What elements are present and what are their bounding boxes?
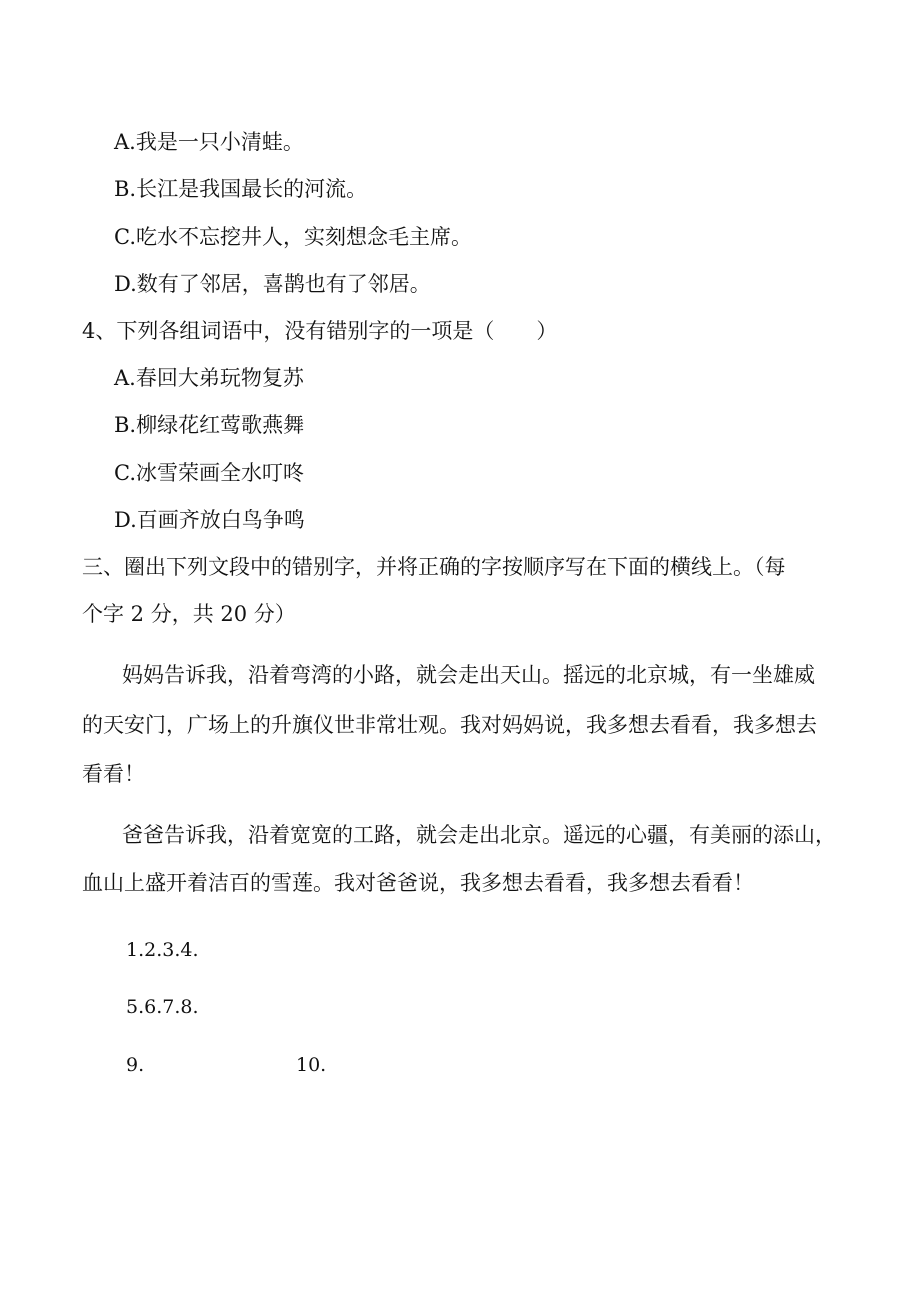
q3-option-a: A.我是一只小清蛙。 [114, 130, 304, 154]
passage-paragraph1-line1: 妈妈告诉我，沿着弯湾的小路，就会走出天山。摇远的北京城，有一坐雄威 [122, 663, 815, 687]
answer-blanks-1-4: 1.2.3.4. [126, 939, 199, 961]
passage-paragraph1-line3: 看看！ [82, 762, 145, 786]
passage-paragraph2-line1: 爸爸告诉我，沿着宽宽的工路，就会走出北京。遥远的心疆，有美丽的添山， [122, 823, 836, 847]
passage-paragraph2-line2: 血山上盛开着洁百的雪莲。我对爸爸说，我多想去看看，我多想去看看！ [82, 871, 754, 895]
answer-blank-10: 10. [296, 1054, 327, 1076]
passage-paragraph1-line2: 的天安门，广场上的升旗仪世非常壮观。我对妈妈说，我多想去看看，我多想去 [82, 713, 817, 737]
q4-option-c: C.冰雪荣画全水叮咚 [114, 461, 304, 485]
section3-heading-line2: 个字 2 分，共 20 分） [82, 602, 296, 626]
q3-option-d: D.数有了邻居，喜鹊也有了邻居。 [114, 272, 431, 296]
q3-option-b: B.长江是我国最长的河流。 [114, 177, 368, 201]
section3-heading-line1: 三、圈出下列文段中的错别字，并将正确的字按顺序写在下面的横线上。（每 [82, 555, 786, 579]
answer-blank-9: 9. [126, 1054, 145, 1076]
q4-option-d: D.百画齐放白鸟争鸣 [114, 508, 305, 532]
q3-option-c: C.吃水不忘挖井人，实刻想念毛主席。 [114, 225, 472, 249]
q4-stem: 4、下列各组词语中，没有错别字的一项是（ ） [82, 319, 558, 343]
q4-option-a: A.春回大弟玩物复苏 [114, 366, 304, 390]
answer-blanks-5-8: 5.6.7.8. [126, 996, 199, 1018]
q4-option-b: B.柳绿花红莺歌燕舞 [114, 413, 305, 437]
